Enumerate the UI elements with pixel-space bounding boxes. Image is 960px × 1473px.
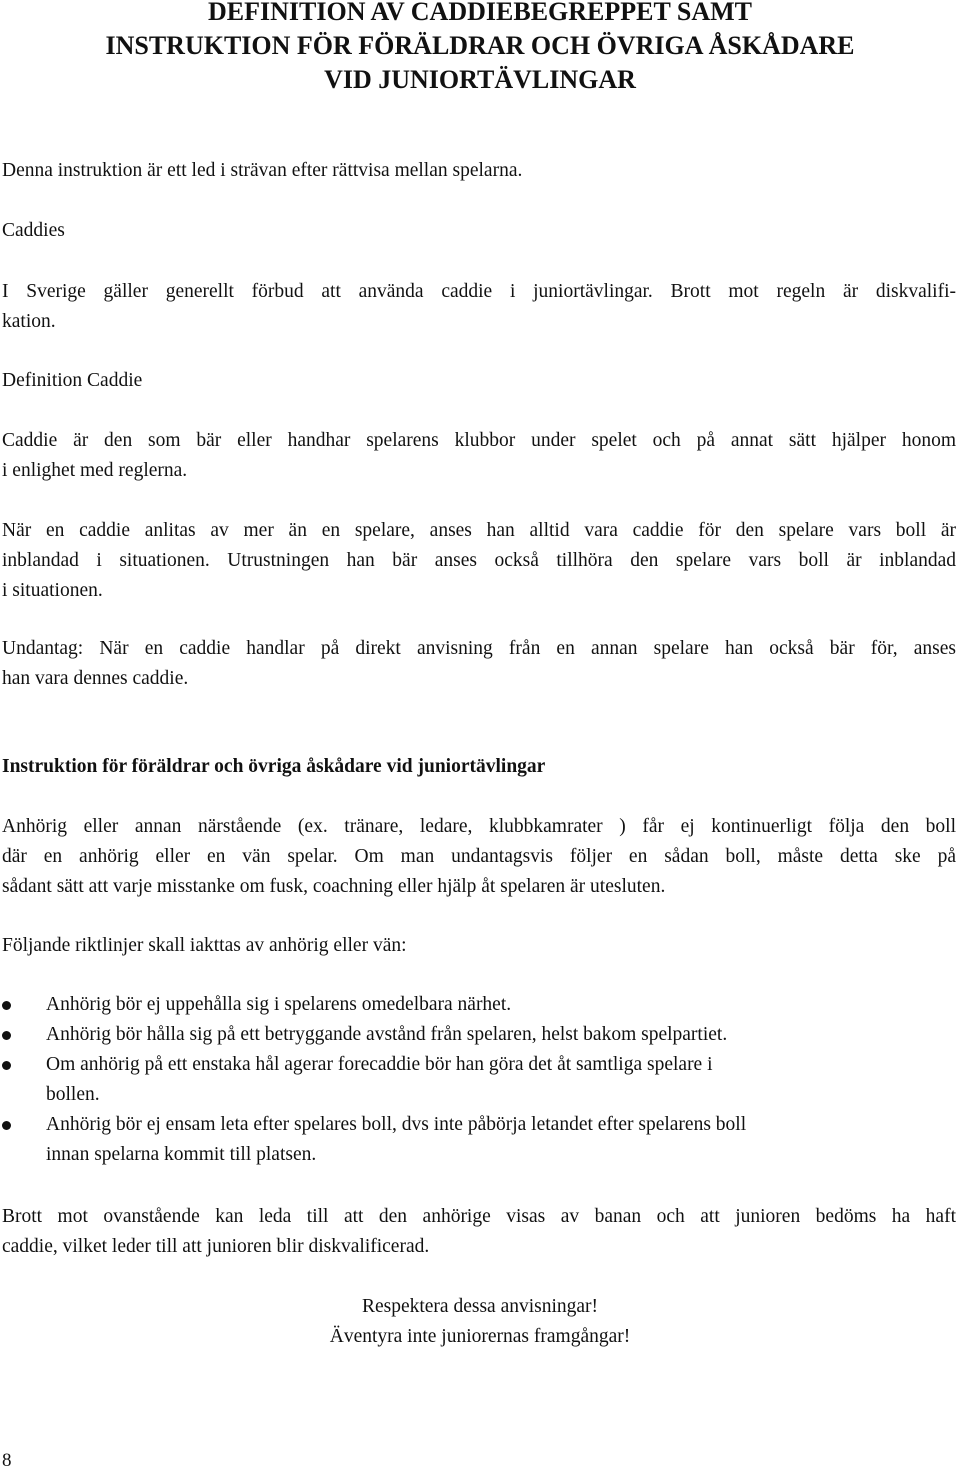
instruction-heading: Instruktion för föräldrar och övriga åskådare vid juniortävlingar [2, 756, 546, 777]
document-title [0, 0, 960, 97]
title-line-1: DEFINITION AV CADDIEBEGREPPET SAMT [208, 0, 752, 26]
list-item: Anhörig bör ej ensam leta efter spelares boll, dvs inte påbörja letandet efter spelarens boll innan spelarna kommit till platsen. [0, 1110, 956, 1170]
relatives-paragraph: Anhörig eller annan närstående (ex. tränare, ledare, klubbkamrater ) får ej kontinuerligt följa den boll där en anhörig eller en vän spelar. Om man undantagsvis följer en sådan boll, måste detta ske på sådant sätt att varje misstanke om fusk, coachning eller hjälp åt spelaren är utesluten. [2, 816, 956, 897]
caddies-heading: Caddies [2, 220, 65, 241]
guidelines-list [0, 990, 956, 1170]
closing-line-2: Äventyra inte juniorernas framgångar! [329, 1326, 631, 1347]
closing-line-1: Respektera dessa anvisningar! [361, 1296, 599, 1317]
definition-paragraph: Caddie är den som bär eller handhar spelarens klubbor under spelet och på annat sätt hjälper honom i enlighet med reglerna. [2, 430, 956, 481]
closing-message [0, 1292, 960, 1352]
consequence-paragraph: Brott mot ovanstående kan leda till att den anhörige visas av banan och att junioren bedöms ha haft caddie, vilket leder till att junioren blir diskvalificerad. [2, 1206, 956, 1257]
title-line-2: INSTRUKTION FÖR FÖRÄLDRAR OCH ÖVRIGA ÅSKÅDARE [105, 31, 855, 60]
intro-paragraph: Denna instruktion är ett led i strävan efter rättvisa mellan spelarna. [2, 160, 523, 181]
bullet-icon [2, 1031, 11, 1040]
guidelines-intro: Följande riktlinjer skall iakttas av anhörig eller vän: [2, 935, 407, 956]
page-number: 8 [2, 1450, 12, 1471]
list-item: Om anhörig på ett enstaka hål agerar forecaddie bör han göra det åt samtliga spelare i bollen. [0, 1050, 956, 1110]
definition-heading: Definition Caddie [2, 370, 143, 391]
bullet-icon [2, 1001, 11, 1010]
list-item: Anhörig bör hålla sig på ett betryggande avstånd från spelaren, helst bakom spelpartiet. [0, 1020, 956, 1050]
caddies-rule-paragraph: I Sverige gäller generellt förbud att använda caddie i juniortävlingar. Brott mot regeln är diskvalifi- kation. [2, 281, 956, 332]
title-line-3: VID JUNIORTÄVLINGAR [324, 65, 636, 94]
bullet-icon [2, 1121, 11, 1130]
bullet-icon [2, 1061, 11, 1070]
list-item: Anhörig bör ej uppehålla sig i spelarens omedelbara närhet. [0, 990, 956, 1020]
multiple-players-paragraph: När en caddie anlitas av mer än en spelare, anses han alltid vara caddie för den spelare vars boll är inblandad i situationen. Utrustningen han bär anses också tillhöra den spelare vars boll är inblandad i situationen. [2, 520, 956, 601]
exception-paragraph: Undantag: När en caddie handlar på direkt anvisning från en annan spelare han också bär för, anses han vara dennes caddie. [2, 638, 956, 689]
